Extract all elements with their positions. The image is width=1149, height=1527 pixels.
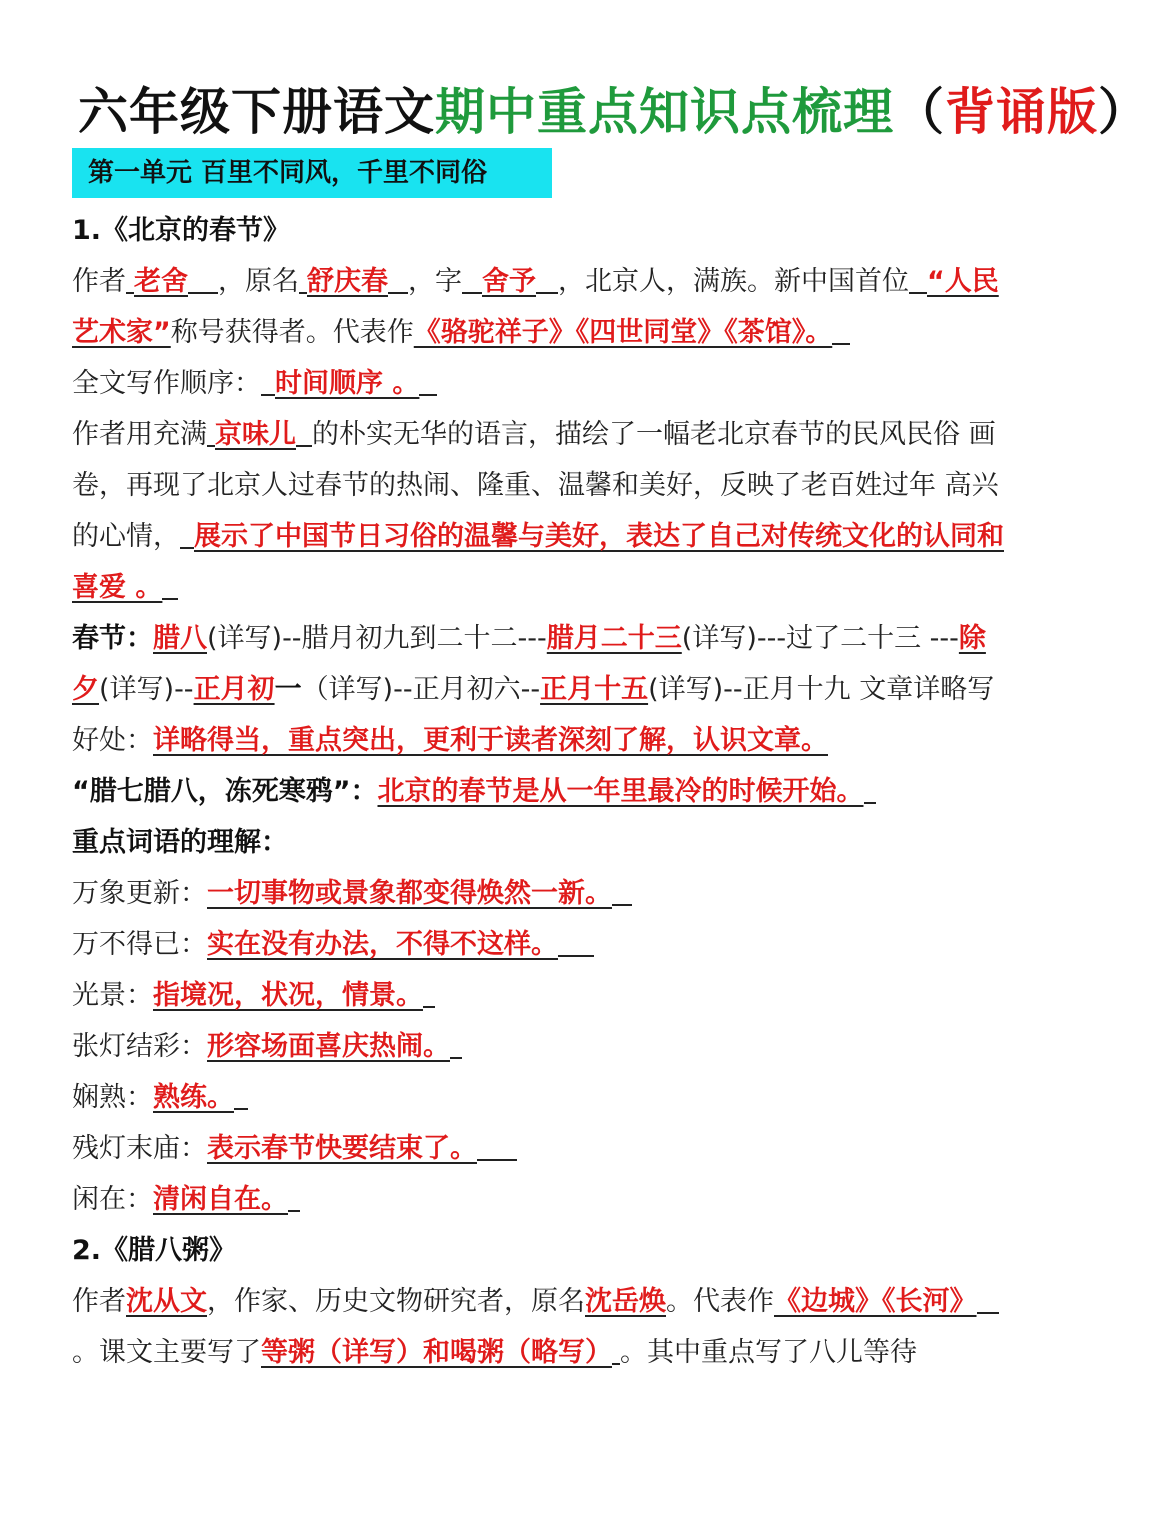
summary-text: 的朴实无华的语言，描绘了一幅老北京春节的民风民俗 画卷，再现了北京人过春节的热闹、隆重、温馨和美好，反映了老百姓过年 高兴的心情， bbox=[72, 419, 999, 552]
blank-line bbox=[388, 264, 408, 294]
vocab-item bbox=[72, 1123, 1012, 1174]
title-part-topic: 期中重点知识点梳理 bbox=[435, 83, 894, 141]
orig-name-label: ，原名 bbox=[218, 266, 299, 297]
answer-timeline-yuanxiao: 正月十五 bbox=[540, 674, 649, 705]
vocab-item bbox=[72, 868, 1012, 919]
vocab-term: 闲在： bbox=[72, 1184, 153, 1215]
answer-writing-order: 时间顺序 。 bbox=[275, 368, 420, 399]
unit-heading: 第一单元 百里不同风，千里不同俗 bbox=[72, 148, 552, 198]
timeline-text: （详写)--正月初六-- bbox=[301, 674, 541, 705]
blank-line bbox=[832, 315, 850, 345]
title-part-version: 背诵版 bbox=[945, 83, 1098, 141]
timeline-text: (详写)--腊月初九到二十二--- bbox=[207, 623, 547, 654]
summary-text: 作者用充满 bbox=[72, 419, 207, 450]
author-desc-text: 。课文主要写了 bbox=[72, 1337, 261, 1368]
blank-line bbox=[477, 1131, 517, 1161]
blank-line bbox=[419, 366, 437, 396]
vocab-item bbox=[72, 1021, 1012, 1072]
blank-line bbox=[536, 264, 558, 294]
blank-line bbox=[296, 417, 312, 447]
answer-detail-benefit: 详略得当，重点突出，更利于读者深刻了解，认识文章。 bbox=[153, 725, 828, 756]
answer-representative-works: 《骆驼祥子》《四世同堂》《茶馆》。 bbox=[413, 317, 833, 348]
vocab-item bbox=[72, 1072, 1012, 1123]
timeline-text: (详写)--正月十九 文章详略写好处： bbox=[72, 674, 995, 756]
blank-line bbox=[299, 264, 307, 294]
author-desc-text: ，北京人，满族。新中国首位 bbox=[558, 266, 909, 297]
answer-author: 沈从文 bbox=[126, 1286, 207, 1317]
blank-line bbox=[288, 1182, 300, 1212]
vocab-term: 娴熟： bbox=[72, 1082, 153, 1113]
page-title bbox=[78, 80, 1149, 144]
answer-orig-name: 舒庆春 bbox=[307, 266, 388, 297]
author-label: 作者 bbox=[72, 1286, 126, 1317]
lesson1-summary-paragraph bbox=[72, 409, 1012, 613]
vocab-term: 万象更新： bbox=[72, 878, 207, 909]
answer-theme: 展示了中国节日习俗的温馨与美好，表达了自己对传统文化的认同和喜爱 。 bbox=[72, 521, 1004, 603]
blank-line bbox=[977, 1284, 999, 1314]
blank-line bbox=[162, 570, 178, 600]
vocab-meaning: 一切事物或景象都变得焕然一新。 bbox=[207, 878, 612, 909]
vocab-term: 光景： bbox=[72, 980, 153, 1011]
timeline-text: (详写)---过了二十三 --- bbox=[681, 623, 959, 654]
blank-line bbox=[612, 1335, 620, 1365]
timeline-label: 春节： bbox=[72, 623, 153, 654]
vocab-meaning: 清闲自在。 bbox=[153, 1184, 288, 1215]
vocab-item bbox=[72, 919, 1012, 970]
answer-orig-name: 沈岳焕 bbox=[585, 1286, 666, 1317]
answer-language-style: 京味儿 bbox=[215, 419, 296, 450]
blank-line bbox=[234, 1080, 248, 1110]
author-desc-text: ，作家、历史文物研究者，原名 bbox=[207, 1286, 585, 1317]
lesson2-author-paragraph bbox=[72, 1276, 1012, 1378]
author-desc-text: 。代表作 bbox=[666, 1286, 774, 1317]
blank-line bbox=[180, 519, 194, 549]
answer-honorary-title: “人民艺术家” bbox=[72, 266, 999, 348]
blank-line bbox=[450, 1029, 462, 1059]
vocab-item bbox=[72, 970, 1012, 1021]
blank-line bbox=[612, 876, 632, 906]
vocab-item bbox=[72, 1174, 1012, 1225]
vocab-meaning: 表示春节快要结束了。 bbox=[207, 1133, 477, 1164]
vocab-heading: 重点词语的理解： bbox=[72, 827, 288, 858]
vocab-term: 残灯末庙： bbox=[72, 1133, 207, 1164]
title-part-grade: 六年级下册语文 bbox=[78, 83, 435, 141]
title-paren-close: ） bbox=[1098, 83, 1149, 141]
lesson1-author-paragraph bbox=[72, 256, 1012, 358]
courtesy-name-label: ，字 bbox=[408, 266, 462, 297]
author-desc-text: 。其中重点写了八儿等待 bbox=[620, 1337, 917, 1368]
blank-line bbox=[261, 366, 275, 396]
answer-proverb-meaning: 北京的春节是从一年里最冷的时候开始。 bbox=[377, 776, 864, 807]
blank-line bbox=[188, 264, 218, 294]
answer-timeline-chuyi: 正月初 bbox=[193, 674, 275, 705]
answer-courtesy-name: 舍予 bbox=[482, 266, 536, 297]
answer-representative-works: 《边城》《长河》 bbox=[774, 1286, 977, 1317]
blank-line bbox=[207, 417, 215, 447]
answer-author: 老舍 bbox=[134, 266, 188, 297]
vocab-meaning: 熟练。 bbox=[153, 1082, 234, 1113]
timeline-text: (详写)-- bbox=[99, 674, 194, 705]
answer-timeline-xiaonian: 腊月二十三 bbox=[546, 623, 682, 654]
blank-line bbox=[864, 774, 876, 804]
answer-main-content: 等粥（详写）和喝粥（略写） bbox=[261, 1337, 612, 1368]
author-desc-text: 称号获得者。代表作 bbox=[170, 317, 414, 348]
lesson1-order-line bbox=[72, 358, 1012, 409]
blank-line bbox=[558, 927, 594, 957]
vocab-meaning: 形容场面喜庆热闹。 bbox=[207, 1031, 450, 1062]
lesson1-proverb-line bbox=[72, 766, 1012, 817]
lesson1-heading: 1.《北京的春节》 bbox=[72, 215, 291, 246]
answer-timeline-chuxi: 除夕 bbox=[72, 623, 986, 705]
proverb-text: “腊七腊八，冻死寒鸦”： bbox=[72, 776, 378, 807]
answer-timeline-laba: 腊八 bbox=[153, 623, 207, 654]
vocab-meaning: 实在没有办法，不得不这样。 bbox=[207, 929, 558, 960]
content-body bbox=[72, 205, 1012, 1378]
lesson1-festival-timeline bbox=[72, 613, 1012, 766]
blank-line bbox=[423, 978, 435, 1008]
blank-line bbox=[126, 264, 134, 294]
vocab-meaning: 指境况，状况，情景。 bbox=[153, 980, 423, 1011]
timeline-text: 一 bbox=[274, 674, 302, 705]
vocab-term: 万不得已： bbox=[72, 929, 207, 960]
order-label: 全文写作顺序： bbox=[72, 368, 261, 399]
blank-line bbox=[909, 264, 927, 294]
blank-line bbox=[462, 264, 482, 294]
author-label: 作者 bbox=[72, 266, 126, 297]
title-paren-open: （ bbox=[894, 83, 945, 141]
vocab-term: 张灯结彩： bbox=[72, 1031, 207, 1062]
lesson2-heading: 2.《腊八粥》 bbox=[72, 1235, 237, 1266]
